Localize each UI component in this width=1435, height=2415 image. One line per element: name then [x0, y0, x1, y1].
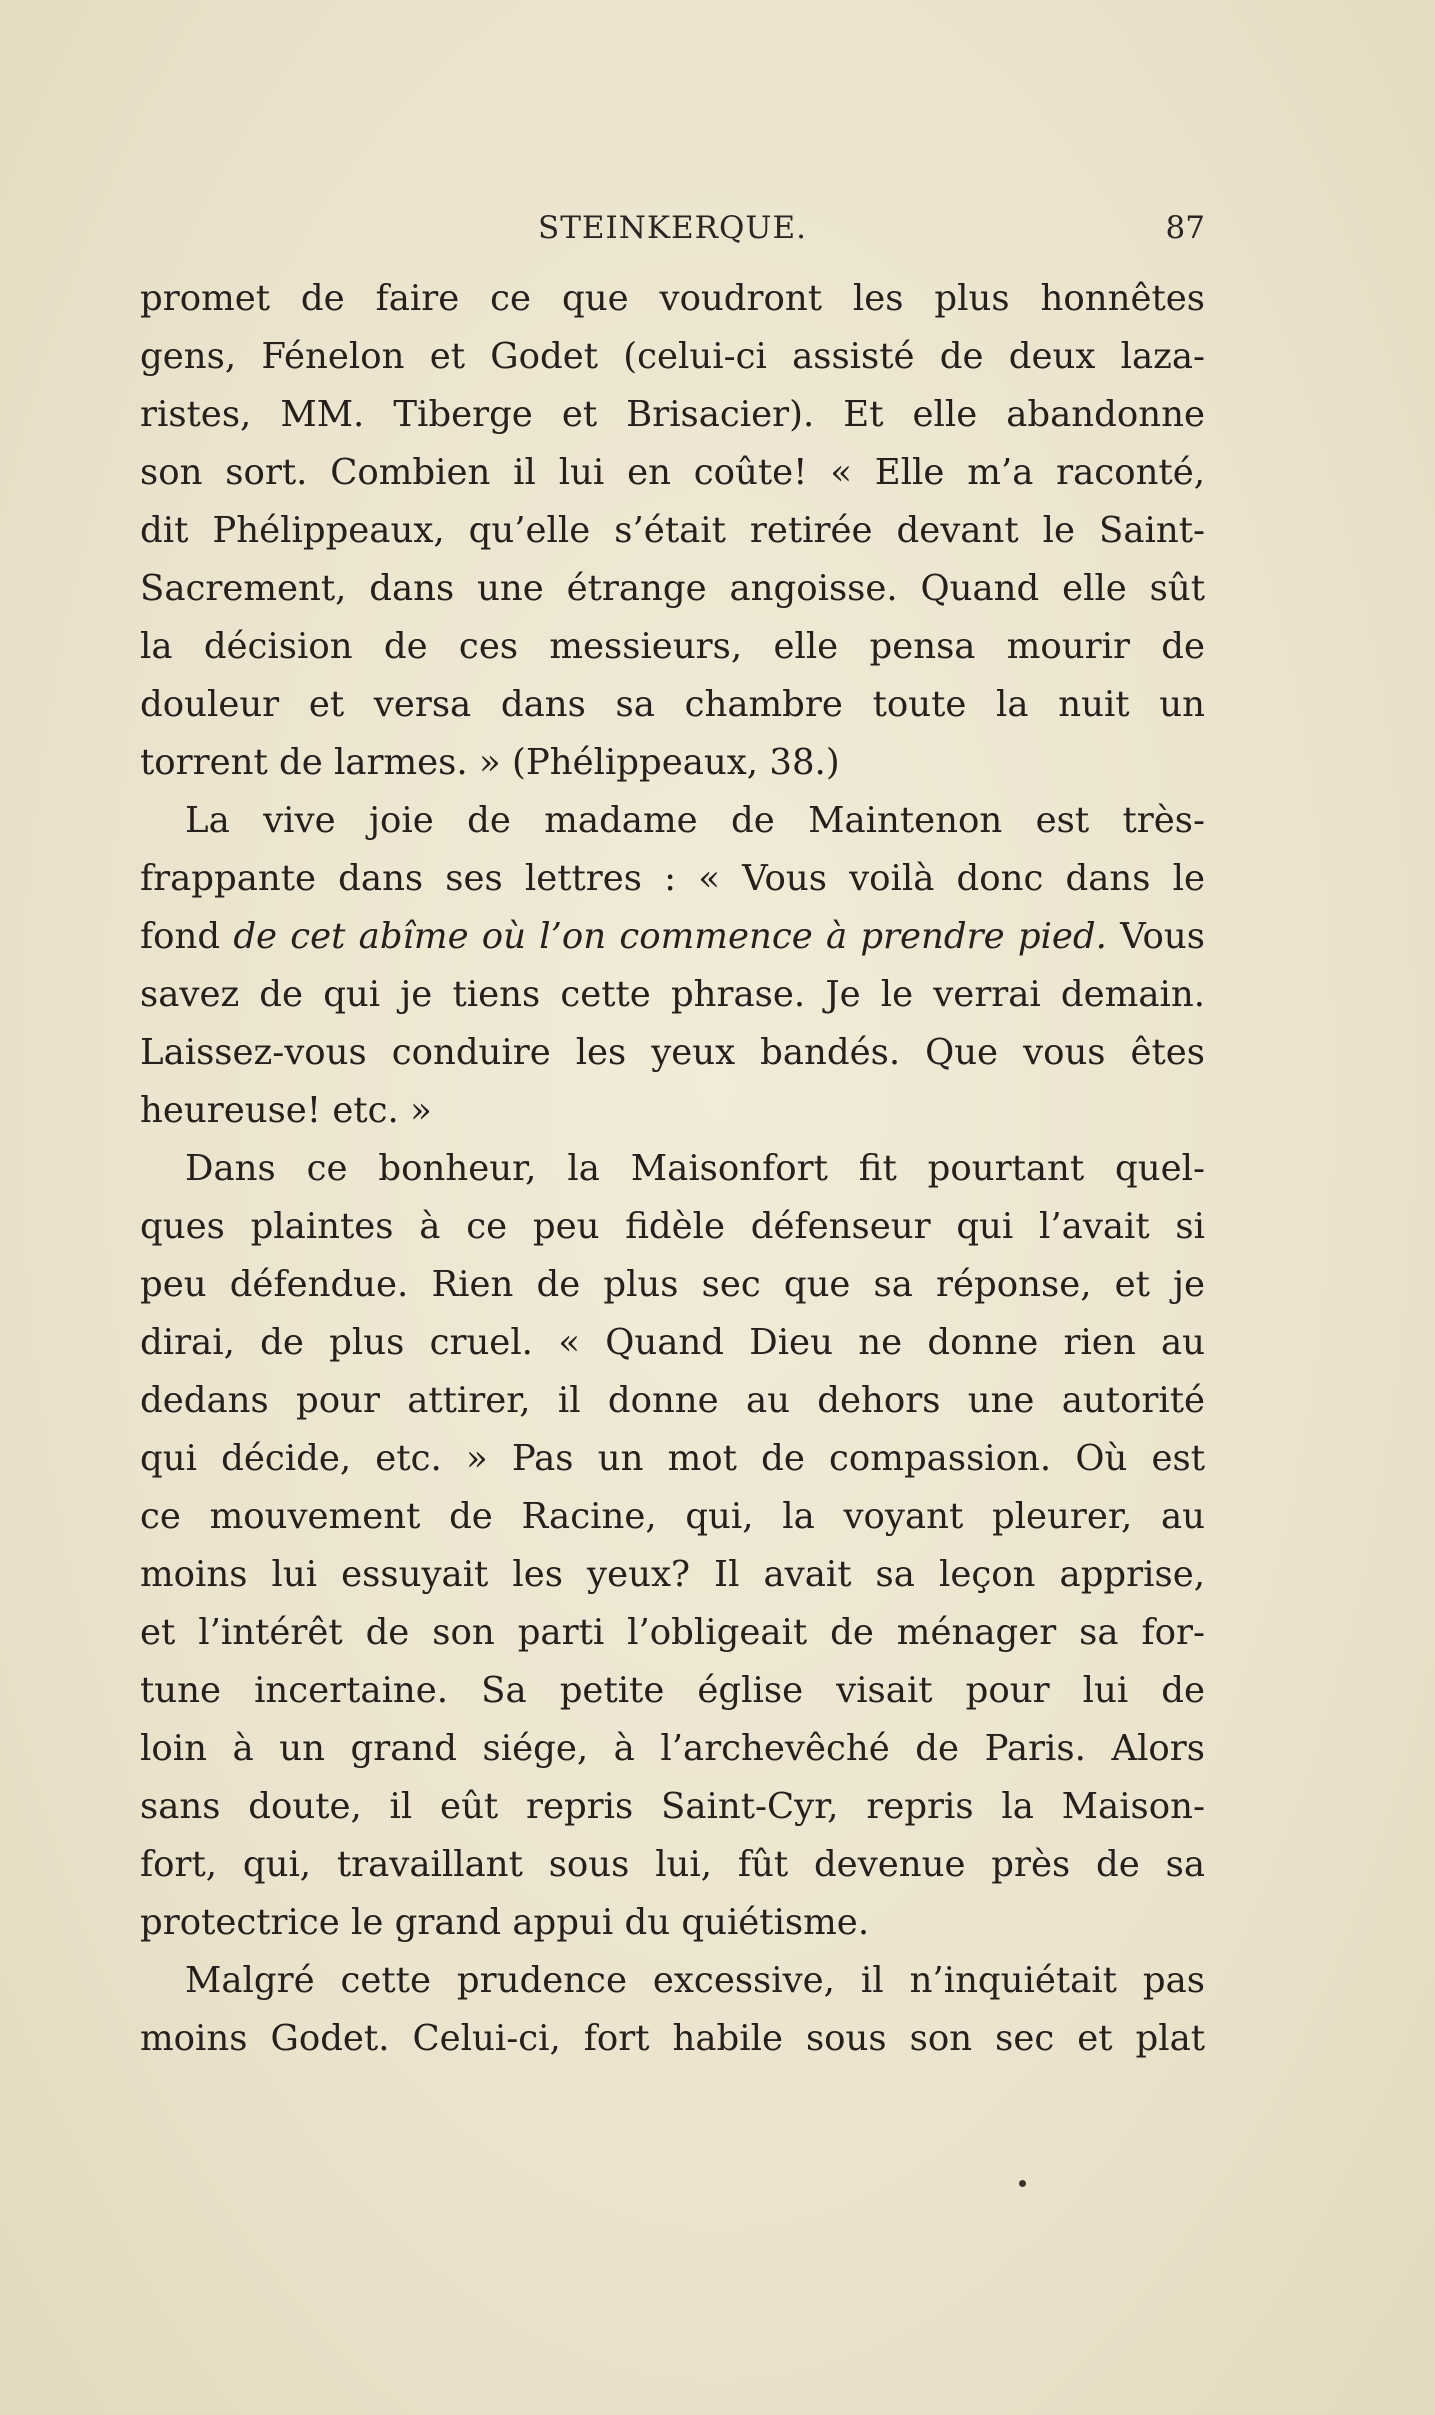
running-head: [140, 210, 1205, 260]
text-line: douleur et versa dans sa chambre toute la nuit un: [140, 684, 1205, 725]
text-line: peu défendue. Rien de plus sec que sa réponse, et je: [140, 1264, 1205, 1305]
body-text: [140, 270, 1205, 2068]
text-line: dirai, de plus cruel. « Quand Dieu ne donne rien au: [140, 1322, 1205, 1363]
text-line: ce mouvement de Racine, qui, la voyant pleurer, au: [140, 1496, 1205, 1537]
text-line: La vive joie de madame de Maintenon est très-: [185, 800, 1205, 841]
text-line: son sort. Combien il lui en coûte! « Elle m’a raconté,: [140, 452, 1205, 493]
text-line: qui décide, etc. » Pas un mot de compassion. Où est: [140, 1438, 1205, 1479]
italic-quote: de cet abîme où l’on commence à prendre pied.: [233, 916, 1107, 957]
text-line: heureuse! etc. »: [140, 1090, 432, 1131]
text-line: dit Phélippeaux, qu’elle s’était retirée devant le Saint-: [140, 510, 1205, 551]
text-line: promet de faire ce que voudront les plus honnêtes: [140, 278, 1205, 319]
text-line: gens, Fénelon et Godet (celui-ci assisté de deux laza-: [140, 336, 1205, 377]
text-line: tune incertaine. Sa petite église visait pour lui de: [140, 1670, 1205, 1711]
text-line: ristes, MM. Tiberge et Brisacier). Et elle abandonne: [140, 394, 1205, 435]
text-segment: fond: [140, 916, 234, 957]
running-title: STEINKERQUE.: [537, 210, 808, 246]
text-line: savez de qui je tiens cette phrase. Je le verrai demain.: [140, 974, 1205, 1015]
text-line: Dans ce bonheur, la Maisonfort fit pourtant quel-: [185, 1148, 1205, 1189]
text-line: sans doute, il eût repris Saint-Cyr, repris la Maison-: [140, 1786, 1205, 1827]
text-line-with-italic: [140, 908, 1205, 966]
text-line: torrent de larmes. » (Phélippeaux, 38.): [140, 742, 840, 783]
text-line: fort, qui, travaillant sous lui, fût devenue près de sa: [140, 1844, 1205, 1885]
text-line: frappante dans ses lettres : « Vous voilà donc dans le: [140, 858, 1205, 899]
text-line: et l’intérêt de son parti l’obligeait de ménager sa for-: [140, 1612, 1205, 1653]
paper-speck: [1019, 2180, 1026, 2187]
text-line: Malgré cette prudence excessive, il n’inquiétait pas: [185, 1960, 1205, 2001]
text-line: Laissez-vous conduire les yeux bandés. Que vous êtes: [140, 1032, 1205, 1073]
text-segment: Vous: [1106, 916, 1205, 957]
text-line: loin à un grand siége, à l’archevêché de Paris. Alors: [140, 1728, 1205, 1769]
text-line: dedans pour attirer, il donne au dehors une autorité: [140, 1380, 1205, 1421]
text-line: protectrice le grand appui du quiétisme.: [140, 1902, 870, 1943]
page-number: 87: [1165, 210, 1205, 246]
text-line: la décision de ces messieurs, elle pensa mourir de: [140, 626, 1205, 667]
text-line: moins lui essuyait les yeux? Il avait sa leçon apprise,: [140, 1554, 1205, 1595]
text-line: ques plaintes à ce peu fidèle défenseur qui l’avait si: [140, 1206, 1205, 1247]
text-line: moins Godet. Celui-ci, fort habile sous son sec et plat: [140, 2018, 1205, 2059]
text-line: Sacrement, dans une étrange angoisse. Quand elle sût: [140, 568, 1205, 609]
